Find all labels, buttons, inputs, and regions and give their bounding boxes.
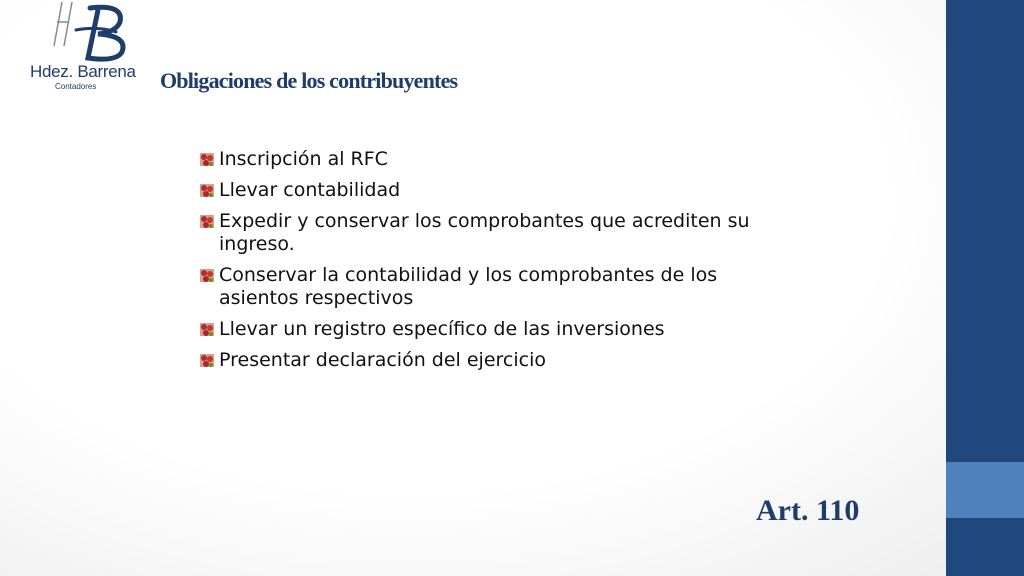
list-item <box>200 148 760 171</box>
article-reference: Art. 110 <box>756 494 860 527</box>
obligations-list <box>200 148 760 380</box>
flower-bullet-icon <box>200 354 214 367</box>
slide-title: Obligaciones de los contribuyentes <box>160 68 458 93</box>
flower-bullet-icon <box>200 153 214 166</box>
list-item <box>200 179 760 202</box>
logo-subtitle: Contadores <box>55 82 97 91</box>
list-item <box>200 349 760 372</box>
sidebar-accent-band <box>946 462 1024 518</box>
list-item-text: Inscripción al RFC <box>219 148 388 170</box>
list-item <box>200 318 760 341</box>
list-item-text: Llevar contabilidad <box>219 179 401 201</box>
flower-bullet-icon <box>200 215 214 228</box>
list-item <box>200 210 760 256</box>
list-item-text: Presentar declaración del ejercicio <box>219 349 546 371</box>
logo-name: Hdez. Barrena <box>30 62 136 81</box>
flower-bullet-icon <box>200 269 214 282</box>
list-item-text: Llevar un registro específico de las inversiones <box>219 318 665 340</box>
flower-bullet-icon <box>200 323 214 336</box>
flower-bullet-icon <box>200 184 214 197</box>
list-item-text: Expedir y conservar los comprobantes que acrediten su ingreso. <box>219 210 750 255</box>
list-item <box>200 264 760 310</box>
list-item-text: Conservar la contabilidad y los comprobantes de los asientos respectivos <box>219 264 718 309</box>
